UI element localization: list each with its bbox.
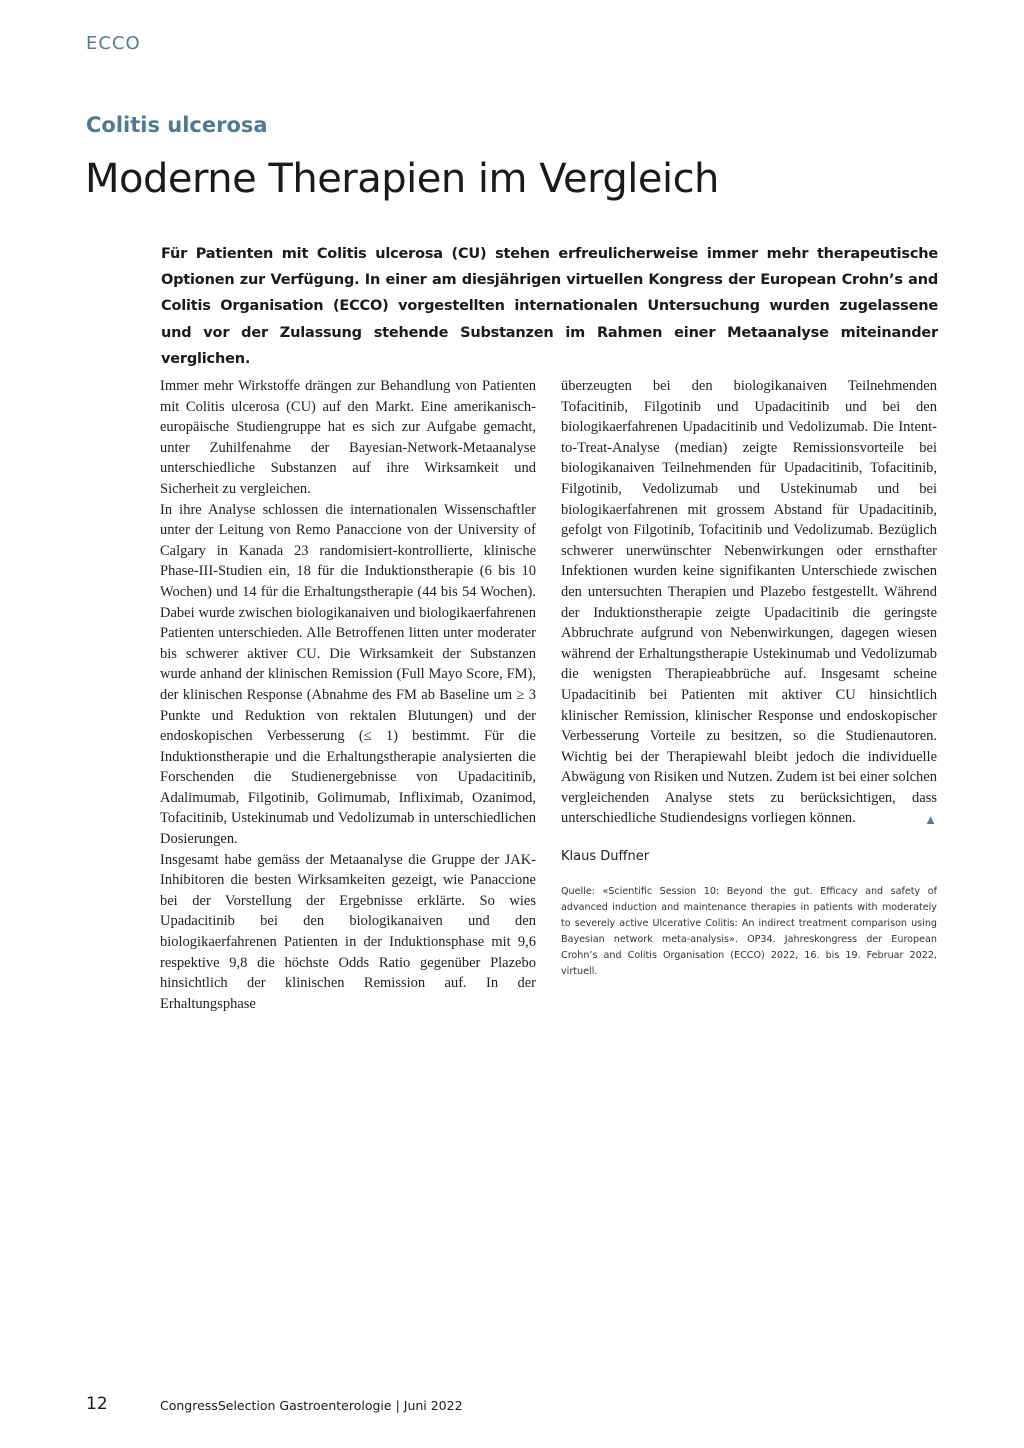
section-tag: ECCO xyxy=(86,33,141,54)
body-paragraph: Insgesamt habe gemäss der Metaanalyse die Gruppe der JAK-Inhibitoren die besten Wirksamkeiten gezeigt, wie Panaccione bei der Vorstellung der Ergebnisse erklärte. So wies Upadacitinib bei den biologikanaiven und den biologikaerfahrenen Patienten in der Induktionsphase mit 9,6 respektive 9,8 die höchste Odds Ratio gegenüber Plazebo hinsichtlich der klinischen Remission auf. In der Erhaltungsphase xyxy=(160,851,536,1012)
article-kicker: Colitis ulcerosa xyxy=(86,113,268,137)
body-paragraph xyxy=(561,376,937,829)
article-lead: Für Patienten mit Colitis ulcerosa (CU) stehen erfreulicherweise immer mehr therapeutische Optionen zur Verfügung. In einer am diesjährigen virtuellen Kongress der European Crohn’s and Colitis Organisation (ECCO) vorgestellten internationalen Untersuchung wurden zugelassene und vor der Zulassung stehende Substanzen im Rahmen einer Metaanalyse miteinander verglichen. xyxy=(161,246,938,367)
article-title: Moderne Therapien im Vergleich xyxy=(85,156,719,202)
page-number: 12 xyxy=(86,1394,108,1414)
body-paragraph: Immer mehr Wirkstoffe drängen zur Behandlung von Patienten mit Colitis ulcerosa (CU) auf den Markt. Eine amerikanisch-europäische Studiengruppe hat es sich zur Aufgabe gemacht, unter Zuhilfenahme der Bayesian-Network-Metaanalyse unterschiedliche Substanzen auf ihre Wirksamkeit und Sicherheit zu vergleichen. xyxy=(160,378,536,497)
end-triangle-icon: ▲ xyxy=(924,812,937,828)
body-column-right xyxy=(561,376,937,980)
journal-footer: CongressSelection Gastroenterologie | Juni 2022 xyxy=(160,1398,463,1413)
body-paragraph: In ihre Analyse schlossen die internationalen Wissenschaftler unter der Leitung von Remo Panaccione von der University of Calgary in Kanada 23 randomisiert-kontrollierte, klinische Phase-III-Studien ein, 18 für die Induktionstherapie (6 bis 10 Wochen) und 14 für die Erhaltungstherapie (44 bis 54 Wochen). Dabei wurde zwischen biologikanaiven und biologikaerfahrenen Patienten unterschieden. Alle Betroffenen litten unter moderater bis schwerer aktiver CU. Die Wirksamkeit der Substanzen wurde anhand der klinischen Remission (Full Mayo Score, FM), der klinischen Response (Abnahme des FM ab Baseline um ≥ 3 Punkte und Reduktion von rektalen Blutungen) und der endoskopischen Verbesserung (≤ 1) bestimmt. Für die Induktionstherapie und die Erhaltungstherapie analysierten die Forschenden die Studienergebnisse von Upadacitinib, Adalimumab, Filgotinib, Golimumab, Infliximab, Ozanimod, Tofacitinib, Ustekinumab und Vedolizumab in unterschiedlichen Dosierungen. xyxy=(160,501,536,848)
body-paragraph-text: überzeugten bei den biologikanaiven Teilnehmenden Tofacitinib, Filgotinib und Upadacitinib und bei den biologikaerfahrenen Upadacitinib und Vedolizumab. Die Intent-to-Treat-Analyse (median) zeigte Remissionsvorteile bei biologikanaiven Teilnehmenden für Upadacitinib, Tofacitinib, Filgotinib, Vedolizumab und Ustekinumab und bei biologikaerfahrenen mit grossem Abstand für Upadacitinib, gefolgt von Filgotinib, Tofacitinib und Vedolizumab. Bezüglich schwerer unerwünschter Nebenwirkungen oder ernsthafter Infektionen wurden keine signifikanten Unterschiede zwischen den untersuchten Therapien und Plazebo festgestellt. Während der Induktionstherapie zeigte Upadacitinib die geringste Abbruchrate aufgrund von Nebenwirkungen, dagegen wiesen während der Erhaltungstherapie Ustekinumab und Vedolizumab die wenigsten Therapieabbrüche auf. Insgesamt scheine Upadacitinib bei Patienten mit aktiver CU hinsichtlich klinischer Remission, klinischer Response und endoskopischer Verbesserung Vorteile zu besitzen, so die Studienautoren. Wichtig bei der Therapiewahl bleibt jedoch die individuelle Abwägung von Risiken und Nutzen. Zudem ist bei einer solchen vergleichenden Analyse stets zu berücksichtigen, dass unterschiedliche Studiendesigns vorliegen können. xyxy=(561,378,937,827)
author-name: Klaus Duffner xyxy=(561,849,650,865)
body-column-left xyxy=(160,376,536,1014)
source-citation: Quelle: «Scientific Session 10: Beyond the gut. Efficacy and safety of advanced induction and maintenance therapies in patients with moderately to severely active Ulcerative Colitis: An indirect treatment comparison using Bayesian network meta-analysis». OP34. Jahreskongress der European Crohn’s and Colitis Organisation (ECCO) 2022, 16. bis 19. Februar 2022, virtuell. xyxy=(561,885,937,977)
